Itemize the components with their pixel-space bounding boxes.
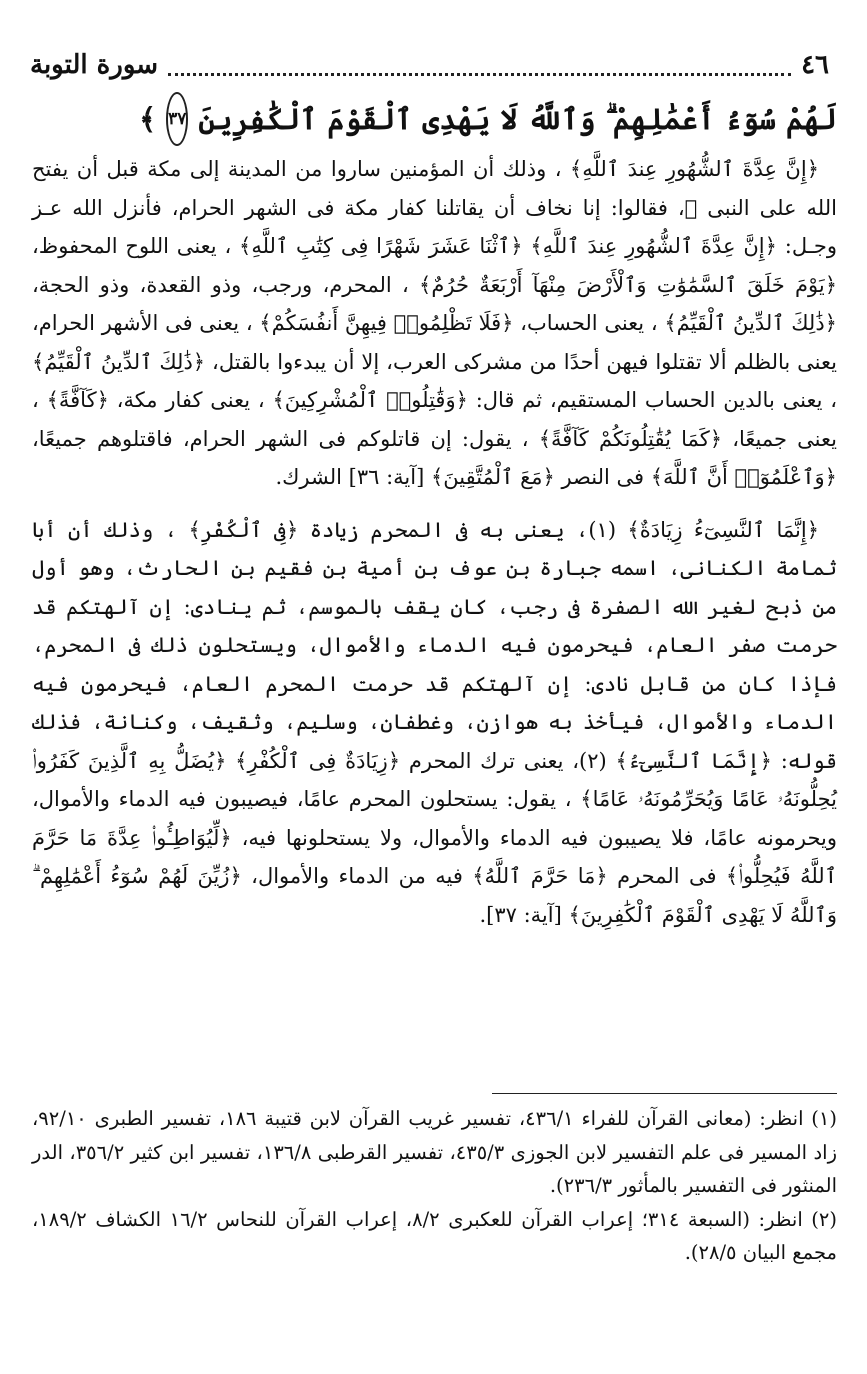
footnote-2: (٢) انظر: (السبعة ٣١٤؛ إعراب القرآن للعكبرى ٨/٢، إعراب القرآن للنحاس ١٦/٢ الكشاف ١٨٩/٢، مجمع البيان ٢٨/٥).: [32, 1207, 838, 1264]
verse-text: لَهُمْ سُوٓءُ أَعْمَٰلِهِمْ ۗ وَٱللَّهُ لَا يَهْدِى ٱلْقَوْمَ ٱلْكَٰفِرِينَ: [198, 101, 837, 136]
footnote-1: (١) انظر: (معانى القرآن للفراء ٤٣٦/١، تفسير غريب القرآن لابن قتيبة ١٨٦، تفسير الطبرى ٩٢/١٠، زاد المسير فى علم التفسير لابن الجوزى ٤٣٥/٣، تفسير القرطبى ١٣٦/٨، تفسير ابن كثير ٣٥٦/٢، الدر المنثور فى التفسير بالمأثور ٢٣٦/٣).: [32, 1107, 838, 1197]
commentary-paragraph-1: ﴿إِنَّ عِدَّةَ ٱلشُّهُورِ عِندَ ٱللَّهِ﴾ ، وذلك أن المؤمنين ساروا من المدينة إلى مكة قبل أن يفتح الله على النبى ﷺ، فقالوا: إنا نخاف أن يقاتلنا كفار مكة فى الشهر الحرام، فأنزل الله عـز وجـل: ﴿إِنَّ عِدَّةَ ٱلشُّهُورِ عِندَ ٱللَّهِ﴾ ﴿ٱثْنَا عَشَرَ شَهْرًا فِى كِتَٰبِ ٱللَّهِ﴾ ، يعنى اللوح المحفوظ، ﴿يَوْمَ خَلَقَ ٱلسَّمَٰوَٰتِ وَٱلْأَرْضَ مِنْهَآ أَرْبَعَةٌ حُرُمٌ﴾ ، المحرم، ورجب، وذو القعدة، وذو الحجة، ﴿ذَٰلِكَ ٱلدِّينُ ٱلْقَيِّمُ﴾ ، يعنى الحساب، ﴿فَلَا تَظْلِمُوا۟ فِيهِنَّ أَنفُسَكُمْ﴾ ، يعنى فى الأشهر الحرام، يعنى بالظلم ألا تقتلوا فيهن أحدًا من مشركى العرب، إلا أن يبدءوا بالقتل، ﴿ذَٰلِكَ ٱلدِّينُ ٱلْقَيِّمُ﴾ ، يعنى بالدين الحساب المستقيم، ثم قال: ﴿وَقَٰتِلُوا۟ ٱلْمُشْرِكِينَ﴾ ، يعنى كفار مكة، ﴿كَآفَّةً﴾ ، يعنى جميعًا، ﴿كَمَا يُقَٰتِلُونَكُمْ كَآفَّةً﴾ ، يقول: إن قاتلوكم فى الشهر الحرام، فاقتلوهم جميعًا، ﴿وَٱعْلَمُوٓا۟ أَنَّ ٱللَّهَ﴾ فى النصر ﴿مَعَ ٱلْمُتَّقِينَ﴾ [آية: ٣٦] الشرك.: [32, 157, 837, 489]
footnotes: [32, 1102, 837, 1270]
header-dotted-leader: [168, 55, 791, 76]
commentary-paragraph-2: ﴿إِنَّمَا ٱلنَّسِىٓءُ زِيَادَةٌ﴾ (١)، يعنى به فى المحرم زيادة ﴿فِى ٱلْكُفْرِ﴾ ، وذلك أن أبا ثمامة الكنانى، اسمه جبارة بن عوف بن أمية بن فقيم بن الحارث، وهو أول من ذبح لغير الله الصفرة فى رجب، كان يقف بالموسم، ثم ينادى: إن آلهتكم قد حرمت صفر العام، فيحرمون فيه الدماء والأموال، ويستحلون ذلك فى المحرم، فإذا كان من قابل نادى: إن آلهتكم قد حرمت المحرم العام، فيحرمون فيه الدماء والأموال، فيأخذ به هوازن، وغطفان، وسليم، وثقيف، وكنانة، فذلك قوله: ﴿إِنَّمَا ٱلنَّسِىٓءُ﴾ (٢)، يعنى ترك المحرم ﴿زِيَادَةٌ فِى ٱلْكُفْرِ﴾ ﴿يُضَلُّ بِهِ ٱلَّذِينَ كَفَرُوا۟ يُحِلُّونَهُۥ عَامًا وَيُحَرِّمُونَهُۥ عَامًا﴾ ، يقول: يستحلون المحرم عامًا، فيصيبون فيه الدماء والأموال، ويحرمونه عامًا، فلا يصيبون فيه الدماء والأموال، ولا يستحلونها فيه، ﴿لِّيُوَاطِـُٔوا۟ عِدَّةَ مَا حَرَّمَ ٱللَّهُ فَيُحِلُّوا۟﴾ فى المحرم ﴿مَا حَرَّمَ ٱللَّهُ﴾ فيه من الدماء والأموال، ﴿زُيِّنَ لَهُمْ سُوٓءُ أَعْمَٰلِهِمْ ۗ وَٱللَّهُ لَا يَهْدِى ٱلْقَوْمَ ٱلْكَٰفِرِينَ﴾ [آية: ٣٧].: [32, 517, 838, 927]
surah-title: سورة التوبة: [30, 50, 159, 80]
verse-continuation-line: [139, 90, 837, 148]
ayah-number: ٣٧: [168, 109, 187, 129]
verse-close-bracket: ﴾: [139, 102, 157, 136]
ayah-number-marker: [166, 92, 188, 146]
page-header: [30, 40, 829, 90]
footnote-separator: [492, 1093, 837, 1094]
commentary-body: [32, 150, 837, 934]
page-number: ٤٦: [801, 50, 829, 80]
